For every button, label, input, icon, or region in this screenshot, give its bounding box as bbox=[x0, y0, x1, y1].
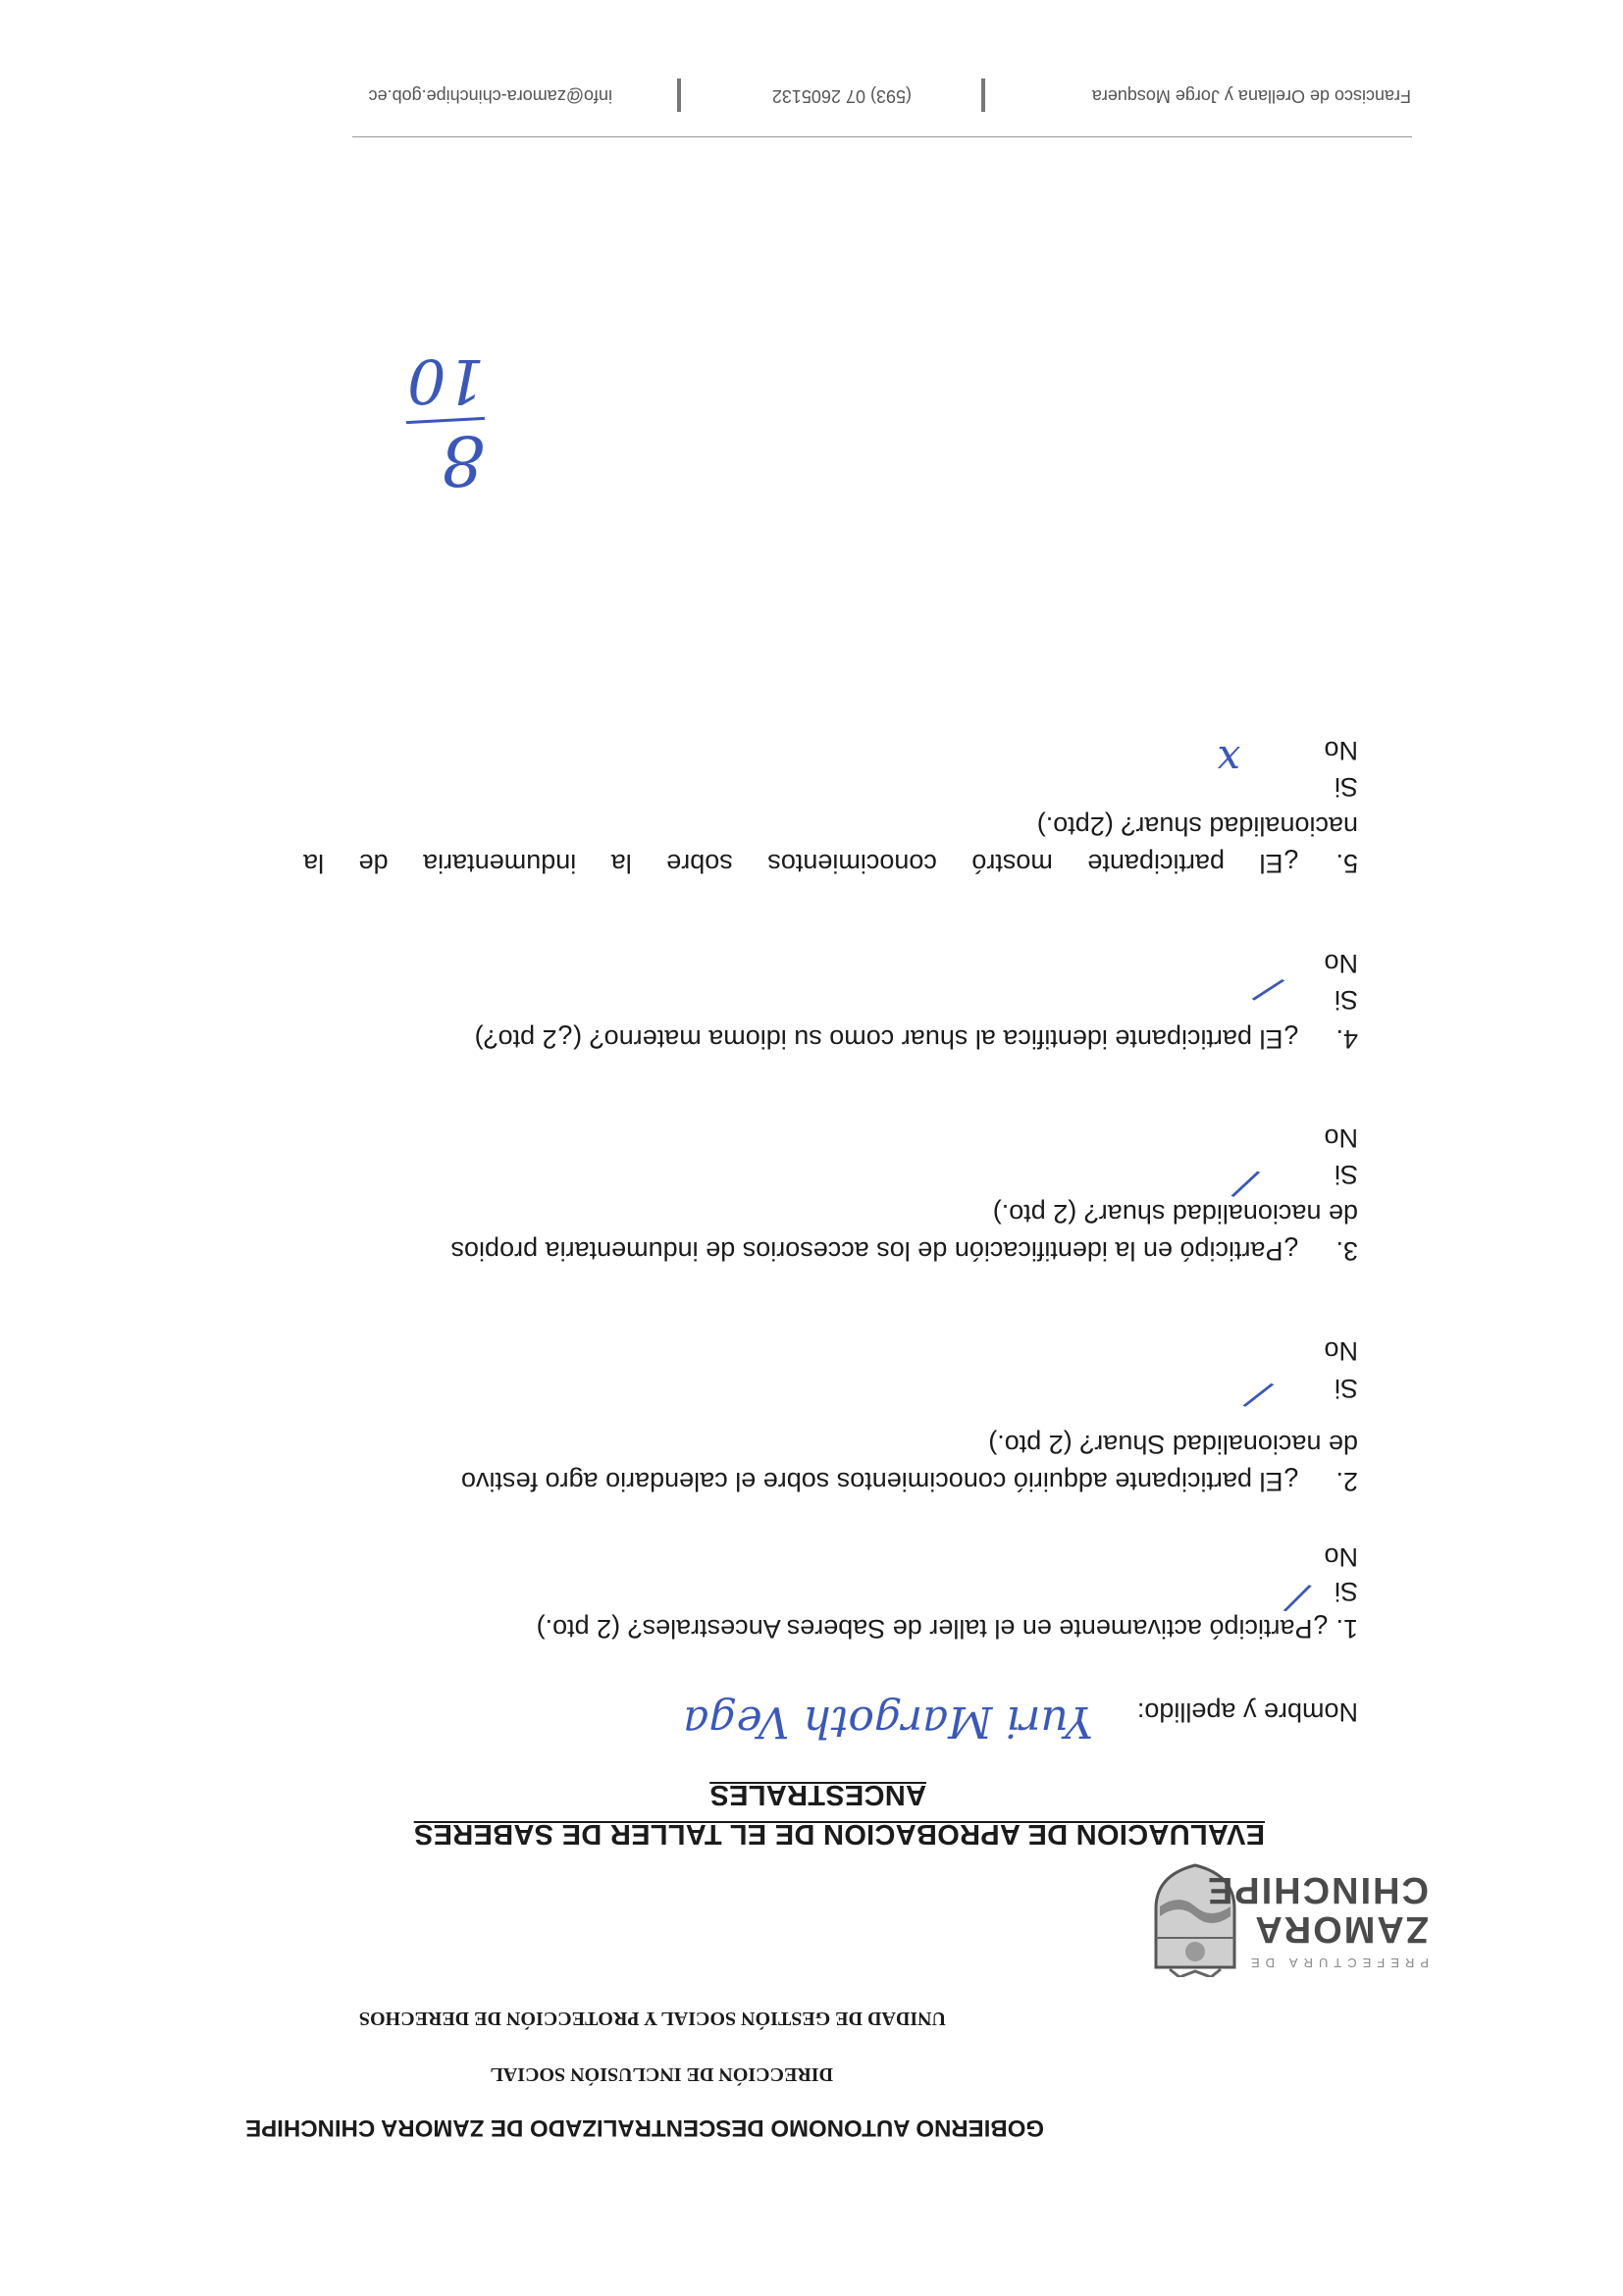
question-2-no: No bbox=[1324, 1336, 1358, 1366]
score-numerator: 8 bbox=[441, 420, 485, 500]
question-3-no: No bbox=[1324, 1123, 1358, 1153]
logo-line1: ZAMORA bbox=[1253, 1908, 1429, 1950]
question-4-number: 4. bbox=[1335, 1024, 1358, 1054]
footer-separator-1 bbox=[981, 78, 985, 112]
question-3-text-line1: ¿Participó en la identificación de los accesorios de indumentaria propios bbox=[450, 1236, 1299, 1266]
prefecture-logo bbox=[1152, 1859, 1437, 1977]
question-1-yes: Si bbox=[1334, 1577, 1358, 1606]
question-5-text-line2: nacionalidad shuar? (2pto.) bbox=[1036, 811, 1358, 841]
question-5-no: No bbox=[1324, 736, 1358, 765]
document-title-line2: ANCESTRALES bbox=[709, 1779, 926, 1810]
score-denominator: 10 bbox=[407, 345, 485, 417]
question-1-number: 1. bbox=[1335, 1614, 1358, 1644]
footer-rule bbox=[352, 136, 1412, 137]
direction-name: DIRECCIÓN DE INCLUSIÓN SOCIAL bbox=[490, 2063, 833, 2085]
footer-separator-2 bbox=[677, 78, 681, 112]
question-5-yes: Si bbox=[1334, 772, 1358, 802]
question-4-no: No bbox=[1324, 949, 1358, 978]
question-5-number: 5. bbox=[1335, 849, 1358, 878]
document-title-line1: EVALUACION DE APROBACION DE EL TALLER DE SABERES bbox=[413, 1818, 1265, 1850]
government-name: GOBIERNO AUTONOMO DESCENTRALIZADO DE ZAMORA CHINCHIPE bbox=[245, 2114, 1044, 2141]
question-1-text: ¿Participó activamente en el taller de Saberes Ancestrales? (2 pto.) bbox=[536, 1614, 1329, 1644]
footer-address: Francisco de Orellana y Jorge Mosquera bbox=[1091, 86, 1411, 106]
logo-line2: CHINCHIPE bbox=[1205, 1869, 1429, 1910]
question-1-mark: / bbox=[1283, 1575, 1311, 1622]
question-3-mark: / bbox=[1231, 1161, 1260, 1208]
question-2-text-line2: de nacionalidad Shuar? (2 pto.) bbox=[988, 1430, 1358, 1459]
question-3-yes: Si bbox=[1334, 1160, 1358, 1189]
unit-name: UNIDAD DE GESTIÓN SOCIAL Y PROTECCIÓN DE DERECHOS bbox=[358, 2008, 946, 2029]
question-2-mark: / bbox=[1242, 1372, 1275, 1419]
question-2-number: 2. bbox=[1335, 1467, 1358, 1496]
question-4-mark: / bbox=[1250, 966, 1285, 1014]
question-5-text-line1: ¿El participante mostró conocimientos sobre la indumentaria de la bbox=[303, 849, 1299, 878]
question-3-number: 3. bbox=[1335, 1236, 1358, 1266]
question-4-yes: Si bbox=[1334, 985, 1358, 1015]
question-2-text-line1: ¿El participante adquirió conocimientos sobre el calendario agro festivo bbox=[461, 1467, 1299, 1496]
footer-email: info@zamora-chinchipe.gob.ec bbox=[368, 86, 612, 106]
logo-prefix: PREFECTURA DE bbox=[1244, 1956, 1429, 1970]
question-1-no: No bbox=[1324, 1542, 1358, 1572]
question-5-mark: x bbox=[1217, 737, 1240, 785]
name-handwritten: Yuri Margoth Vega bbox=[683, 1696, 1093, 1747]
footer-phone: (593) 07 2605132 bbox=[771, 86, 912, 106]
question-4-text: ¿El participante identifica al shuar como su idioma materno? (¿2 pto?) bbox=[474, 1024, 1299, 1054]
name-label: Nombre y apellido: bbox=[1136, 1697, 1358, 1727]
question-2-yes: Si bbox=[1334, 1374, 1358, 1403]
question-3-text-line2: de nacionalidad shuar? (2 pto.) bbox=[992, 1199, 1358, 1228]
